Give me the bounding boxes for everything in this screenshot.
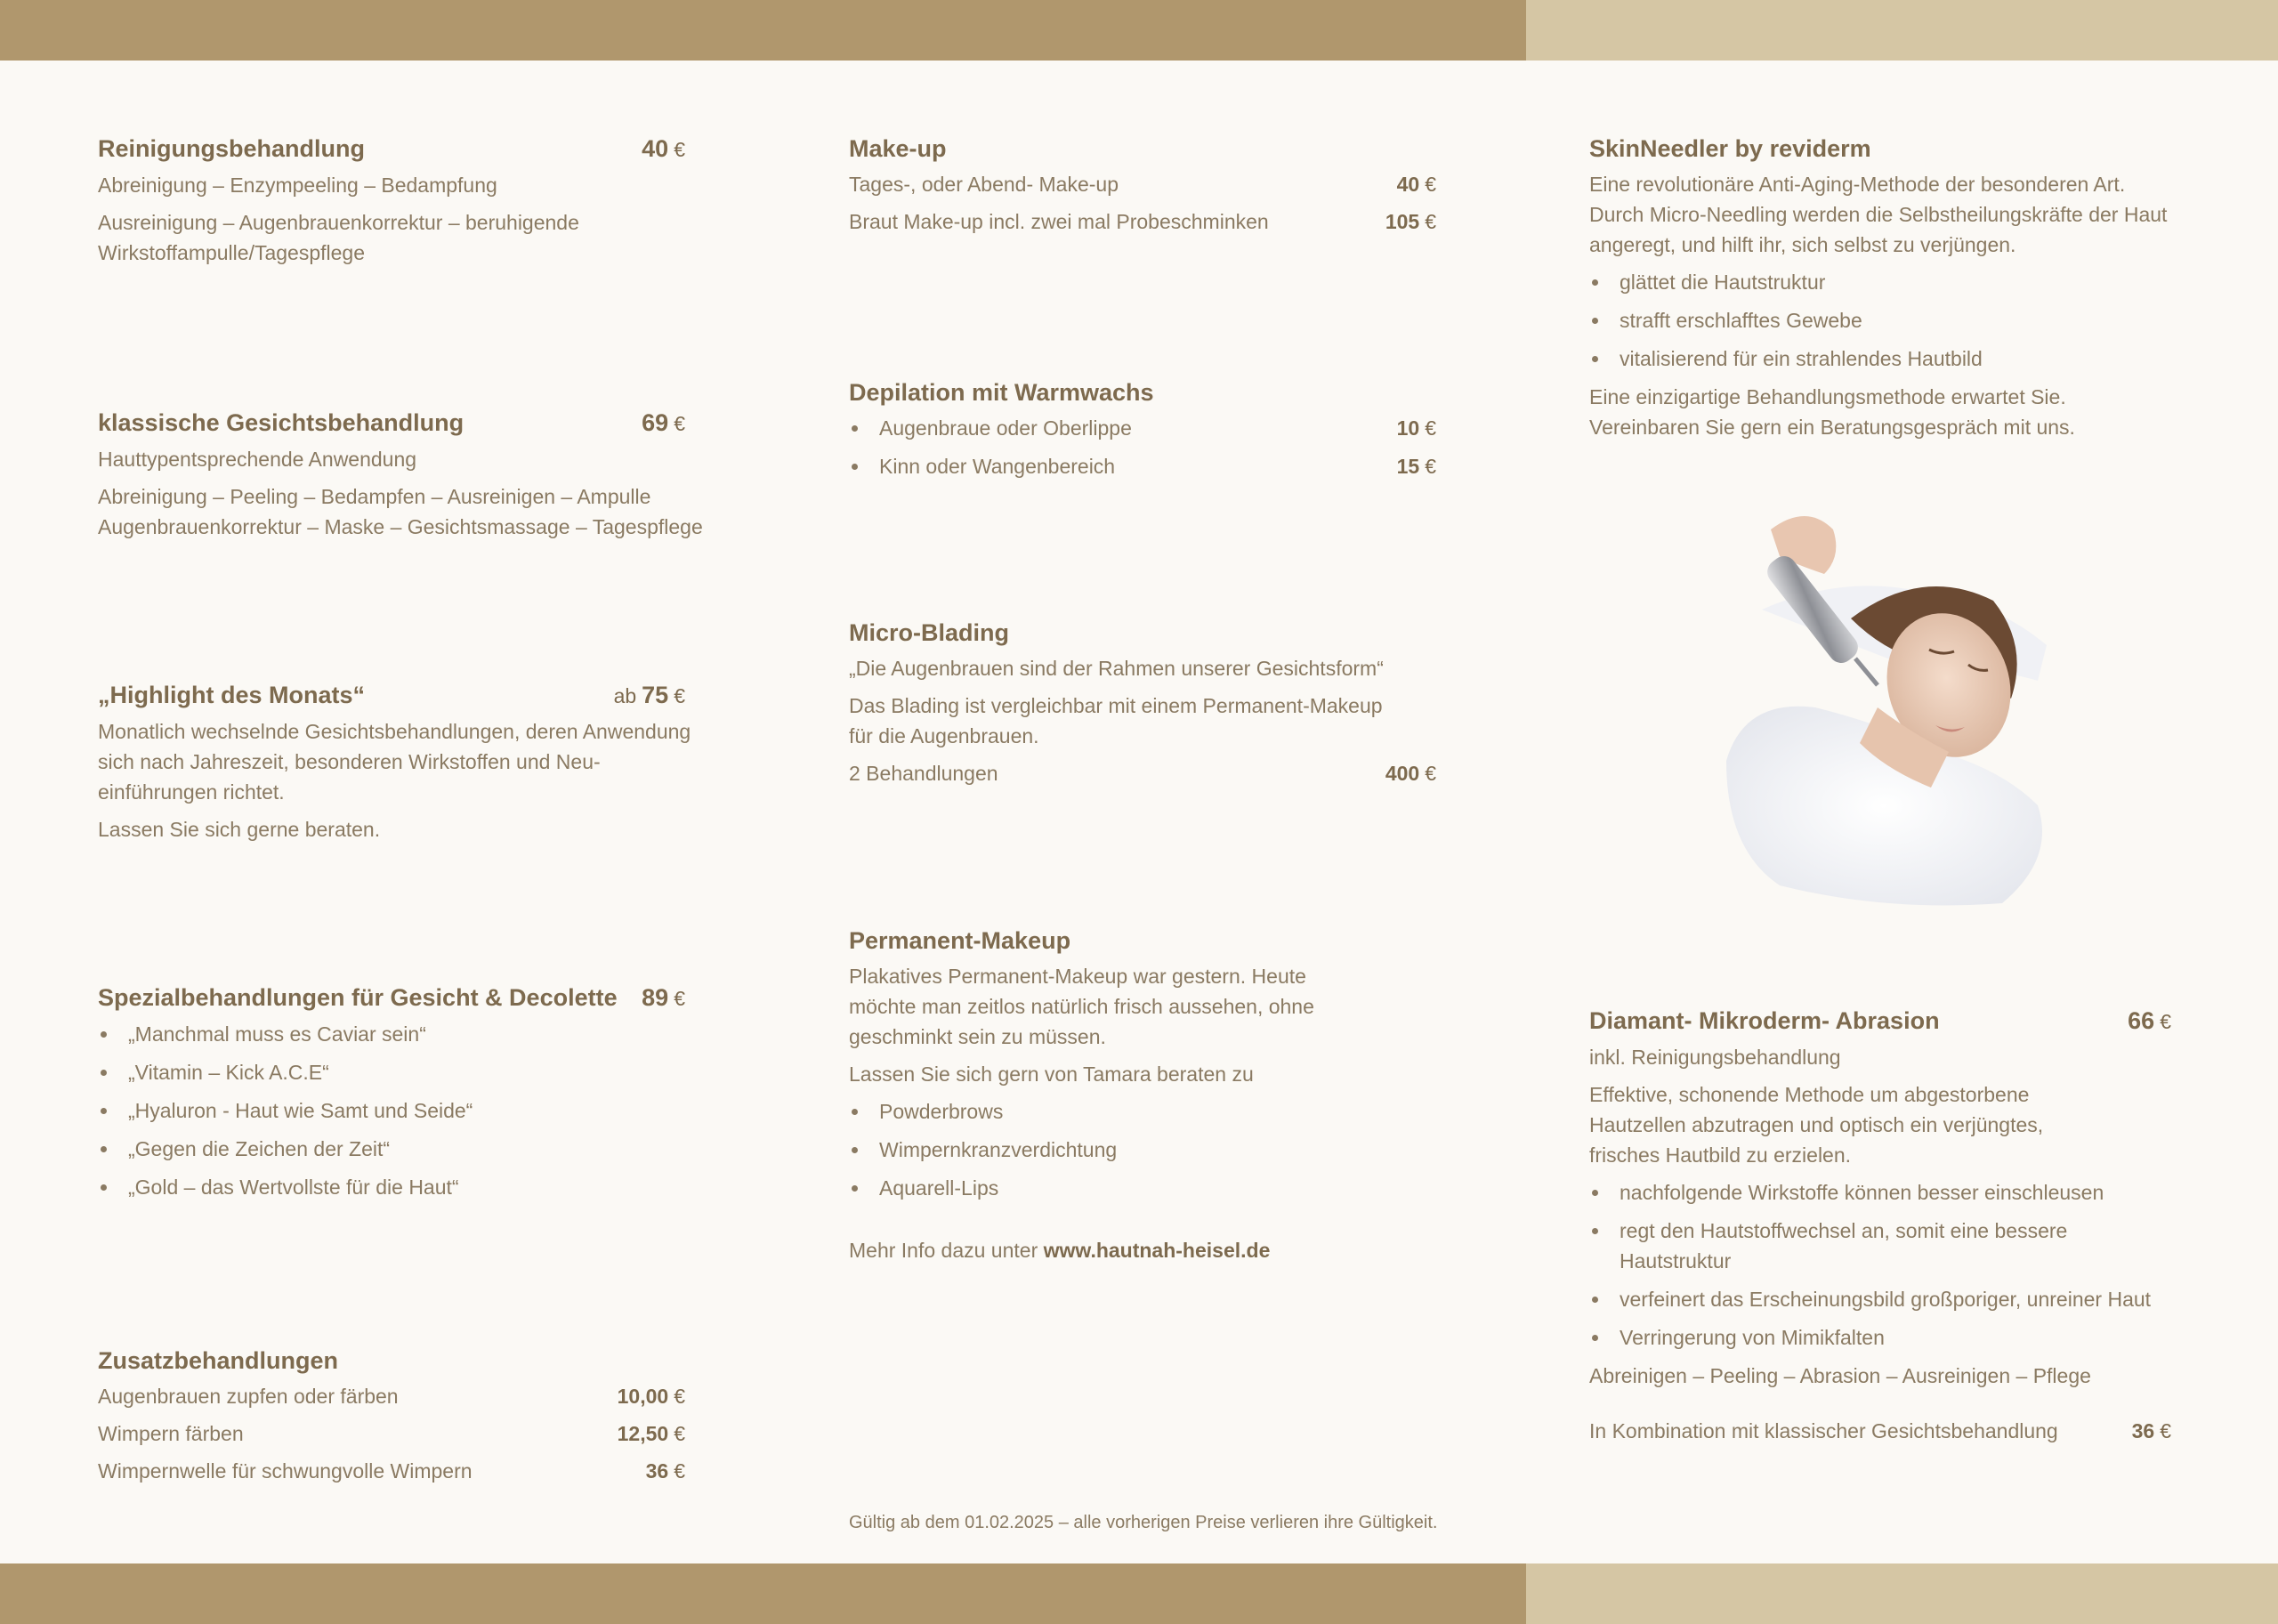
section-heading (849, 133, 1436, 164)
section-heading (98, 133, 685, 165)
price-value: 36 (645, 1459, 669, 1483)
list-item (1589, 1322, 2177, 1353)
currency: € (2160, 1419, 2171, 1442)
list-item (849, 451, 1436, 481)
list-item-label: „Manchmal muss es Caviar sein“ (128, 1022, 426, 1046)
price-value: 10,00 (617, 1385, 669, 1408)
list-item (849, 413, 1436, 443)
price-value: 40 (1396, 173, 1420, 196)
row-price (646, 1456, 685, 1486)
list-item-label: regt den Hautstoffwechsel an, somit eine bessere Hautstruktur (1620, 1219, 2068, 1273)
description: Lassen Sie sich gern von Tamara beraten zu (849, 1062, 1254, 1086)
description: Abreinigung – Enzympeeling – Bedampfung (98, 174, 497, 197)
list-item-label: „Vitamin – Kick A.C.E“ (128, 1061, 329, 1084)
info-text: Mehr Info dazu unter (849, 1239, 1038, 1262)
section-title: klassische Gesichtsbehandlung (98, 409, 464, 436)
list-item-label: „Gold – das Wertvollste für die Haut“ (128, 1176, 459, 1199)
description: Effektive, schonende Methode um abgestorbene Hautzellen abzutragen und optisch ein verjüngtes, frisches Hautbild zu erzielen. (1589, 1083, 2044, 1167)
list-item (98, 1019, 685, 1049)
price (642, 133, 685, 165)
website-link[interactable]: www.hautnah-heisel.de (1043, 1239, 1271, 1262)
row-price (1397, 451, 1436, 481)
list-item-label: Verringerung von Mimikfalten (1620, 1326, 1885, 1349)
price-value: 10 (1396, 416, 1420, 440)
price-value: 69 (642, 409, 669, 436)
section-title: Spezialbehandlungen für Gesicht & Decolette (98, 984, 618, 1011)
description: Ausreinigung – Augenbrauenkorrektur – beruhigende Wirkstoffampulle/Tagespflege (98, 211, 579, 264)
section-title: „Highlight des Monats“ (98, 682, 365, 708)
price-prefix: ab (613, 684, 637, 707)
description: Hauttypentsprechende Anwendung (98, 448, 417, 471)
row-price (1385, 758, 1436, 788)
section-title: SkinNeedler by reviderm (1589, 135, 1871, 162)
row-price (2132, 1416, 2171, 1446)
list-item-label: verfeinert das Erscheinungsbild großporiger, unreiner Haut (1620, 1288, 2152, 1311)
price (642, 408, 685, 439)
description: Lassen Sie sich gerne beraten. (98, 818, 381, 841)
section-klassisch (98, 408, 703, 549)
bottom-band-dark (0, 1563, 1526, 1624)
currency: € (674, 1385, 685, 1408)
list-item (1589, 267, 2177, 297)
section-heading (849, 618, 1436, 648)
price (2128, 1006, 2171, 1037)
top-band-dark (0, 0, 1526, 61)
description: Monatlich wechselnde Gesichtsbehandlungen, deren Anwendung sich nach Jahreszeit, besonderen Wirkstoffen und Neu-einführungen richtet. (98, 720, 691, 804)
section-heading (98, 680, 685, 711)
section-heading (98, 982, 685, 1014)
row-price (1397, 169, 1436, 199)
list-item-label: Augenbraue oder Oberlippe (879, 416, 1132, 440)
list-item (98, 1134, 685, 1164)
description: Eine revolutionäre Anti-Aging-Methode der besonderen Art. Durch Micro-Needling werden die Selbstheilungskräfte der Haut angeregt, und hilft ihr, sich selbst zu verjüngen. (1589, 173, 2168, 256)
currency: € (674, 1422, 685, 1445)
price-value: 400 (1385, 762, 1420, 785)
list-item-label: glättet die Hautstruktur (1620, 271, 1826, 294)
price-row (849, 758, 1436, 788)
price-value: 40 (642, 135, 669, 162)
price-value: 75 (642, 682, 669, 708)
info-line (849, 1235, 1436, 1265)
section-heading (849, 925, 1436, 956)
description: Eine einzigartige Behandlungsmethode erwartet Sie. Vereinbaren Sie gern ein Beratungsgespräch mit uns. (1589, 385, 2075, 439)
currency: € (674, 684, 685, 707)
bottom-band-light (1526, 1563, 2278, 1624)
currency: € (674, 1459, 685, 1483)
price-value: 89 (642, 984, 669, 1011)
list-item-label: nachfolgende Wirkstoffe können besser einschleusen (1620, 1181, 2104, 1204)
list-item (849, 1135, 1436, 1165)
top-band-light (1526, 0, 2278, 61)
currency: € (674, 138, 685, 161)
validity-footer: Gültig ab dem 01.02.2025 – alle vorherigen Preise verlieren ihre Gültigkeit. (849, 1513, 1438, 1532)
section-makeup (849, 133, 1436, 244)
price-row (1589, 1416, 2171, 1446)
currency: € (1425, 210, 1436, 233)
description: Plakatives Permanent-Makeup war gestern. Heute möchte man zeitlos natürlich frisch aussehen, ohne geschminkt sein zu müssen. (849, 965, 1314, 1048)
section-spezial (98, 982, 685, 1210)
row-label: Wimpernwelle für schwungvolle Wimpern (98, 1459, 473, 1483)
list-item (98, 1095, 685, 1126)
list-item-label: Aquarell-Lips (879, 1176, 999, 1200)
section-highlight (98, 680, 691, 852)
list-item (1589, 1177, 2177, 1208)
bullet-list (1589, 1177, 2177, 1353)
price-row (98, 1381, 685, 1411)
list-item-label: „Gegen die Zeichen der Zeit“ (128, 1137, 391, 1160)
row-label: Tages-, oder Abend- Make-up (849, 173, 1119, 196)
section-zusatz (98, 1345, 685, 1493)
list-item-label: Wimpernkranzverdichtung (879, 1138, 1118, 1161)
price-value: 66 (2128, 1007, 2155, 1034)
row-label: Augenbrauen zupfen oder färben (98, 1385, 399, 1408)
price-row (98, 1418, 685, 1449)
row-label: Braut Make-up incl. zwei mal Probeschminken (849, 210, 1269, 233)
bullet-list (98, 1019, 685, 1202)
price (614, 680, 685, 711)
description: inkl. Reinigungsbehandlung (1589, 1046, 1841, 1069)
bullet-list (1589, 267, 2177, 374)
section-depilation (849, 377, 1436, 489)
section-heading (1589, 1006, 2177, 1037)
price-value: 36 (2131, 1419, 2155, 1442)
row-price (1385, 206, 1436, 237)
price-row (98, 1456, 685, 1486)
list-item (98, 1057, 685, 1087)
section-diamant (1589, 1006, 2177, 1453)
section-skinneedler (1589, 133, 2177, 449)
list-item (849, 1096, 1436, 1127)
section-heading (98, 408, 685, 439)
row-label: Wimpern färben (98, 1422, 244, 1445)
woman-face-image (1708, 467, 2082, 912)
section-heading (1589, 133, 2177, 164)
section-title: Reinigungsbehandlung (98, 135, 365, 162)
list-item-label: vitalisierend für ein strahlendes Hautbild (1620, 347, 1983, 370)
list-item (1589, 1284, 2177, 1314)
list-item-label: Powderbrows (879, 1100, 1004, 1123)
currency: € (1425, 173, 1436, 196)
procedure-steps: Abreinigen – Peeling – Abrasion – Ausreinigen – Pflege (1589, 1364, 2091, 1387)
section-reinigung (98, 133, 685, 275)
treatment-photo (1708, 467, 2082, 912)
section-title: Permanent-Makeup (849, 927, 1071, 954)
currency: € (2160, 1010, 2171, 1033)
row-price (1397, 413, 1436, 443)
currency: € (1425, 416, 1436, 440)
section-title: Make-up (849, 135, 947, 162)
currency: € (674, 412, 685, 435)
description: Das Blading ist vergleichbar mit einem Permanent-Makeup für die Augenbrauen. (849, 694, 1383, 747)
bottom-band (0, 1563, 2278, 1624)
row-label: In Kombination mit klassischer Gesichtsbehandlung (1589, 1419, 2058, 1442)
currency: € (1425, 762, 1436, 785)
price-value: 105 (1385, 210, 1420, 233)
list-item-label: strafft erschlafftes Gewebe (1620, 309, 1862, 332)
currency: € (674, 987, 685, 1010)
list-item (98, 1172, 685, 1202)
list-item (1589, 305, 2177, 335)
row-price (618, 1418, 685, 1449)
bullet-list (849, 413, 1436, 481)
section-title: Depilation mit Warmwachs (849, 379, 1154, 406)
row-price (618, 1381, 685, 1411)
description: Abreinigung – Peeling – Bedampfen – Ausreinigen – Ampulle Augenbrauenkorrektur – Maske – Gesichtsmassage – Tagespflege (98, 485, 703, 538)
row-label: 2 Behandlungen (849, 762, 998, 785)
section-heading (849, 377, 1436, 408)
section-title: Micro-Blading (849, 619, 1009, 646)
section-microblading (849, 618, 1436, 796)
currency: € (1425, 455, 1436, 478)
list-item (1589, 343, 2177, 374)
price-value: 12,50 (617, 1422, 669, 1445)
list-item-label: „Hyaluron - Haut wie Samt und Seide“ (128, 1099, 473, 1122)
list-item-label: Kinn oder Wangenbereich (879, 455, 1116, 478)
price-row (849, 169, 1436, 199)
section-title: Diamant- Mikroderm- Abrasion (1589, 1007, 1940, 1034)
list-item (849, 1173, 1436, 1203)
section-heading (98, 1345, 685, 1376)
section-title: Zusatzbehandlungen (98, 1347, 338, 1374)
quote: „Die Augenbrauen sind der Rahmen unserer Gesichtsform“ (849, 657, 1384, 680)
list-item (1589, 1216, 2177, 1276)
section-permanent (849, 925, 1436, 1273)
bullet-list (849, 1096, 1436, 1203)
price-row (849, 206, 1436, 237)
price-value: 15 (1396, 455, 1420, 478)
price (642, 982, 685, 1014)
top-band (0, 0, 2278, 61)
